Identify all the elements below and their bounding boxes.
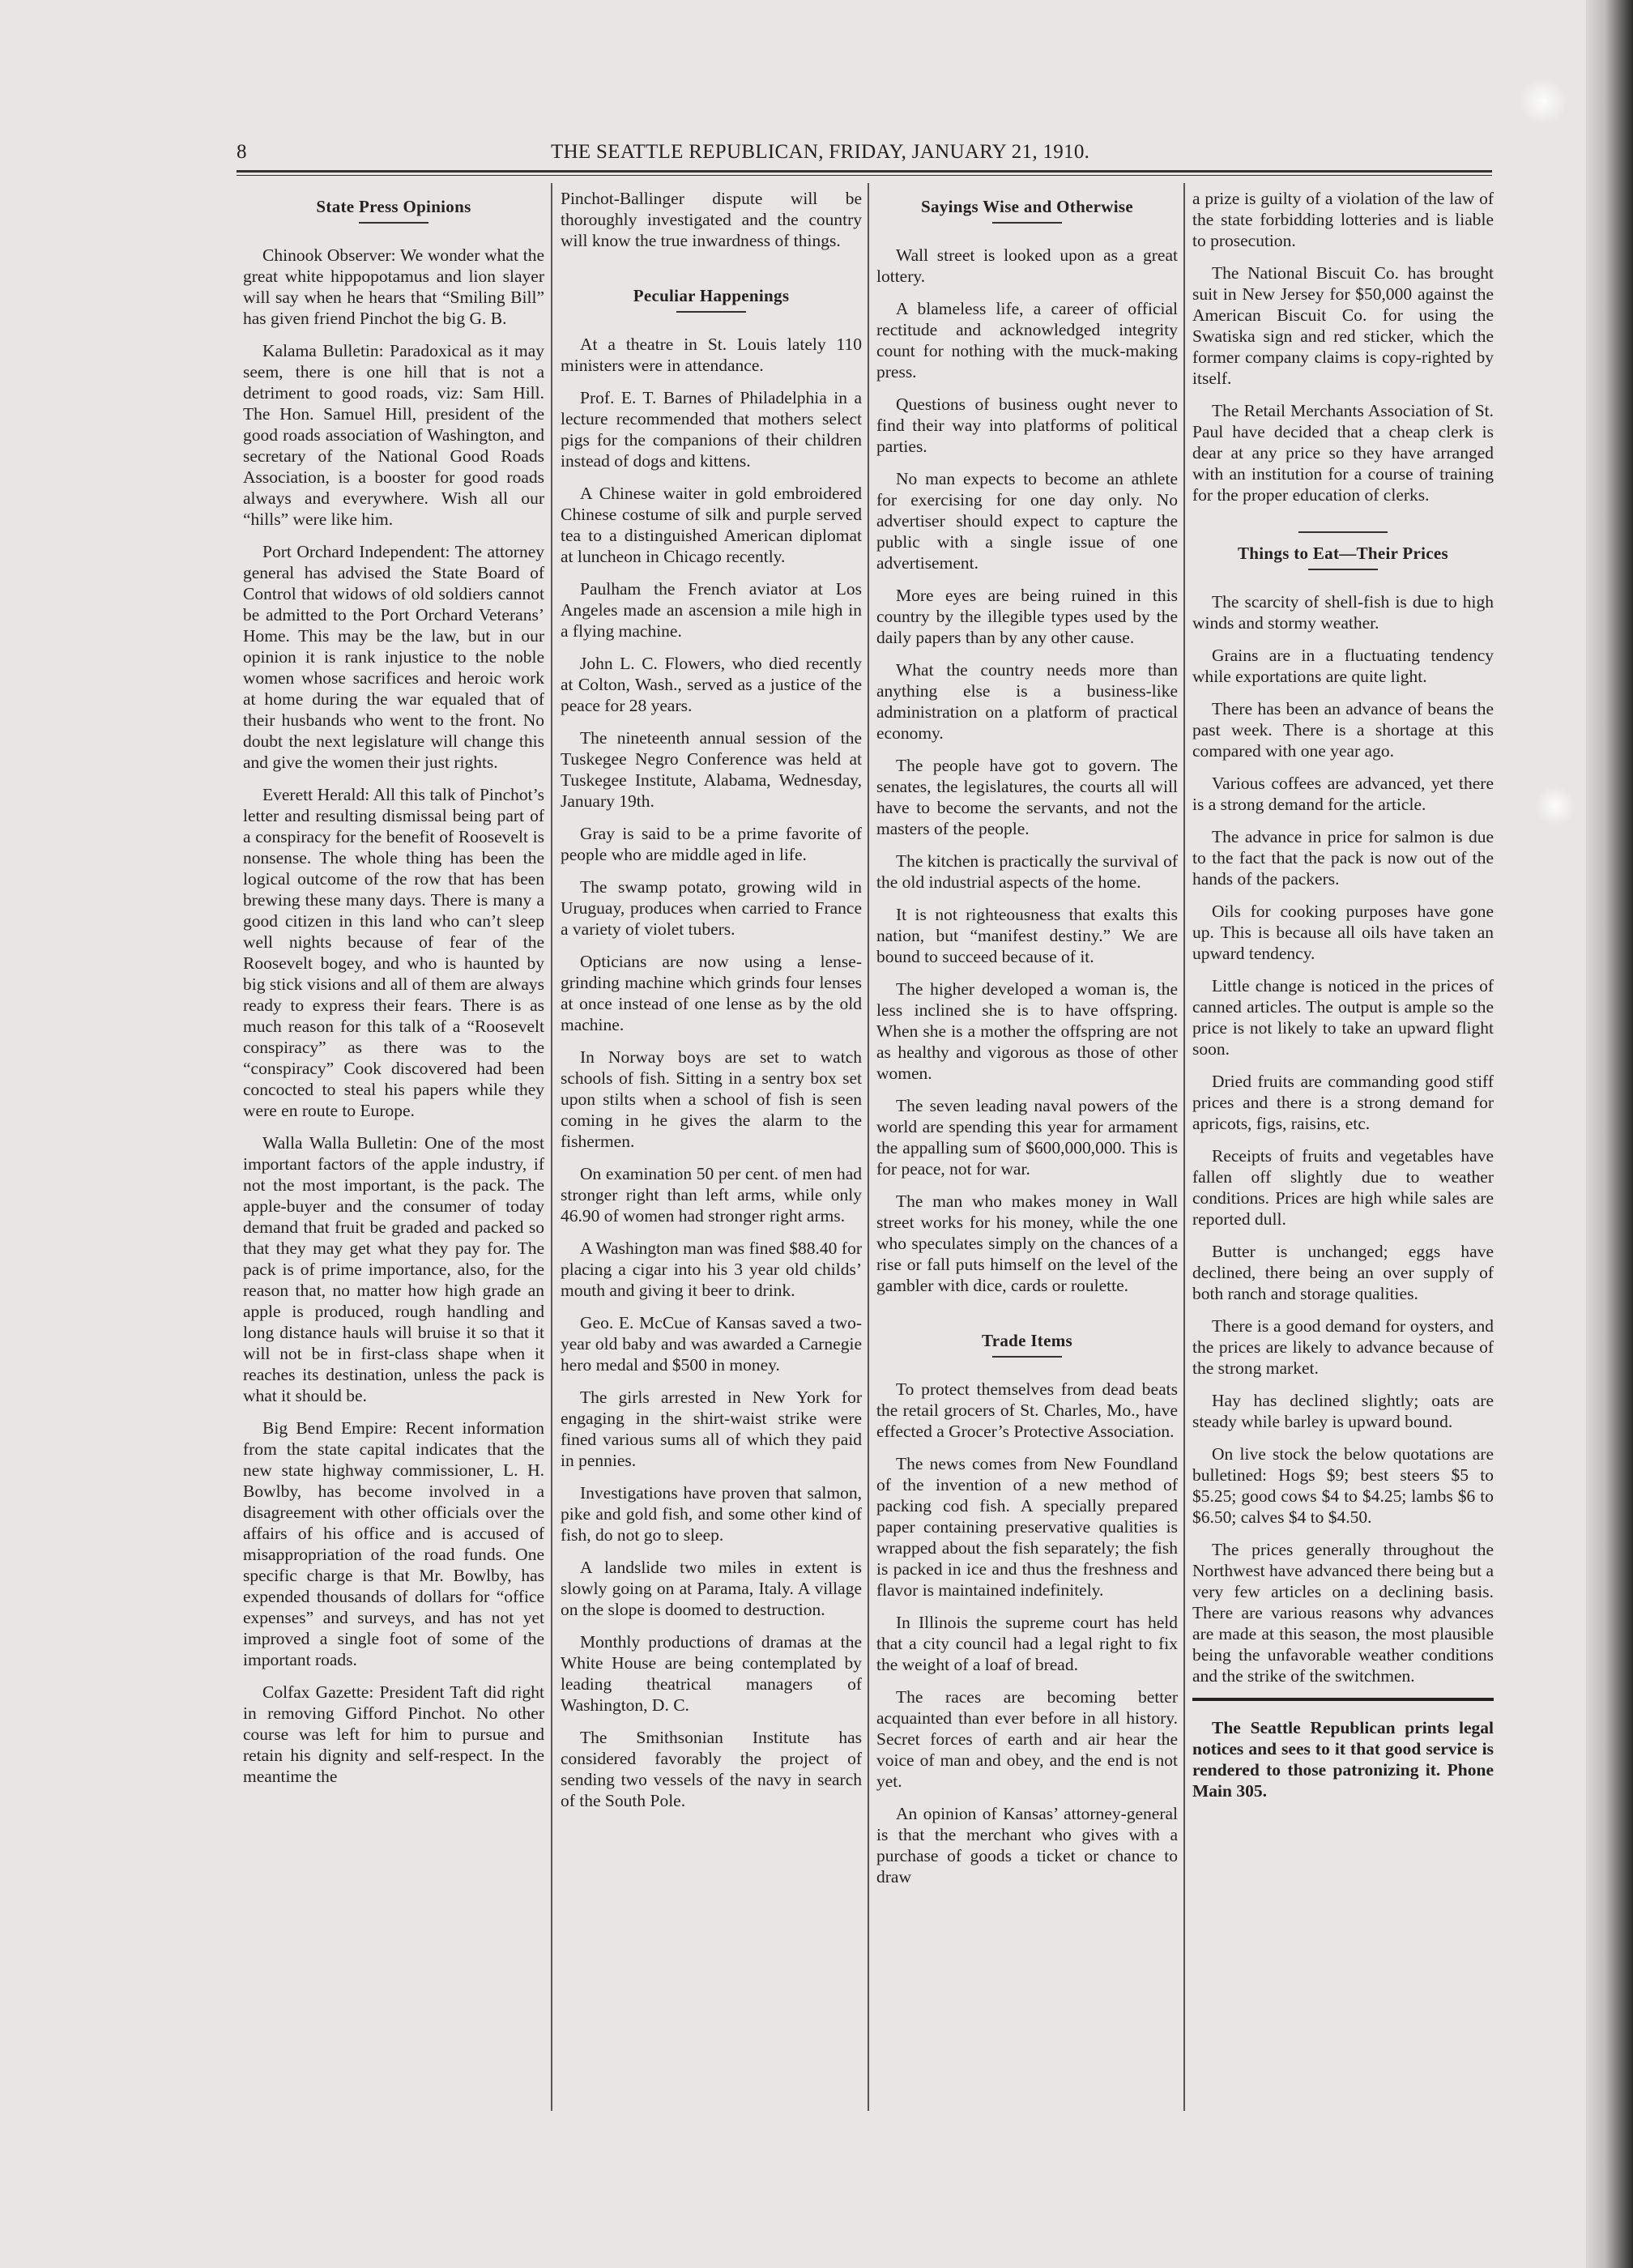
article-paragraph: An opinion of Kansas’ attorney-general is that the merchant who gives with a purchase of goods a ticket or chance to draw — [876, 1804, 1178, 1886]
article-paragraph: No man expects to become an athlete for exercising for one day only. No advertiser should expect to capture the public with a single issue of one advertisement. — [876, 469, 1178, 573]
article-paragraph: Pinchot-Ballinger dispute will be thoroughly investigated and the country will know the true inwardness of things. — [561, 189, 862, 250]
article-paragraph: The nineteenth annual session of the Tuskegee Negro Conference was held at Tuskegee Institute, Alabama, Wednesday, January 19th. — [561, 728, 862, 811]
article-paragraph: There has been an advance of beans the past week. There is a shortage at this compared with one year ago. — [1192, 699, 1494, 761]
article-paragraph: The news comes from New Foundland of the invention of a new method of packing cod fish. A specially prepared paper containing preservative qualities is wrapped about the fish separately; the fish is packed in ice and thus the freshness and flavor is maintained indefinitely. — [876, 1454, 1178, 1600]
article-paragraph: What the country needs more than anything else is a business-like administration on a platform of practical economy. — [876, 660, 1178, 743]
column-divider — [868, 183, 869, 2111]
column-divider — [1183, 183, 1185, 2111]
article-paragraph: Geo. E. McCue of Kansas saved a two-year old baby and was awarded a Carnegie hero medal and $500 in money. — [561, 1313, 862, 1375]
header-rule — [237, 170, 1492, 173]
article-paragraph: Oils for cooking purposes have gone up. This is because all oils have taken an upward tendency. — [1192, 902, 1494, 963]
heading-rule — [992, 222, 1062, 224]
article-paragraph: In Illinois the supreme court has held that a city council had a legal right to fix the weight of a loaf of bread. — [876, 1613, 1178, 1674]
header-rule-thin — [237, 175, 1492, 176]
spacer — [1192, 517, 1494, 531]
heading-rule — [992, 1356, 1062, 1358]
column-2 — [561, 188, 862, 1823]
heading-rule — [1308, 569, 1378, 570]
article-paragraph: A Washington man was fined $88.40 for placing a cigar into his 3 year old childs’ mouth and giving it beer to drink. — [561, 1238, 862, 1300]
article-paragraph: Questions of business ought never to find their way into platforms of political parties. — [876, 394, 1178, 456]
article-paragraph: Little change is noticed in the prices of canned articles. The output is ample so the price is not likely to take an upward flight soon. — [1192, 976, 1494, 1059]
article-paragraph: Investigations have proven that salmon, pike and gold fish, and some other kind of fish, do not go to sleep. — [561, 1483, 862, 1545]
section-rule-heavy — [1192, 1698, 1494, 1701]
section-heading: State Press Opinions — [316, 197, 471, 216]
paper-stain — [1519, 77, 1567, 126]
article-paragraph: The prices generally throughout the Northwest have advanced there being but a very few articles on a declining basis. There are various reasons why advances are made at this season, the most plausible being the unfavorable weather conditions and the strike of the switchmen. — [1192, 1540, 1494, 1686]
article-paragraph: There is a good demand for oysters, and the prices are likely to advance because of the strong market. — [1192, 1316, 1494, 1378]
spacer — [561, 262, 862, 277]
article-paragraph: Hay has declined slightly; oats are steady while barley is upward bound. — [1192, 1391, 1494, 1431]
heading-rule — [359, 222, 429, 224]
article-paragraph: The people have got to govern. The senates, the legislatures, the courts all will have to become the servants, and not the masters of the people. — [876, 756, 1178, 838]
article-paragraph: The seven leading naval powers of the world are spending this year for armament the appalling sum of $600,000,000. This is for peace, not for war. — [876, 1096, 1178, 1179]
article-paragraph: In Norway boys are set to watch schools of fish. Sitting in a sentry box set upon stilts when a school of fish is seen coming in he gives the alarm to the fishermen. — [561, 1047, 862, 1151]
masthead: THE SEATTLE REPUBLICAN, FRIDAY, JANUARY 21, 1910. — [551, 141, 1090, 163]
article-paragraph: Monthly productions of dramas at the White House are being contemplated by leading theatrical managers of Washington, D. C. — [561, 1632, 862, 1715]
article-paragraph: The man who makes money in Wall street works for his money, while the one who speculates simply on the chances of a rise or fall puts himself on the level of the gambler with dice, cards or roulette. — [876, 1192, 1178, 1295]
article-paragraph: The advance in price for salmon is due to the fact that the pack is now out of the hands of the packers. — [1192, 827, 1494, 889]
article-paragraph: Butter is unchanged; eggs have declined, there being an over supply of both ranch and storage qualities. — [1192, 1242, 1494, 1303]
article-paragraph: Various coffees are advanced, yet there is a strong demand for the article. — [1192, 774, 1494, 814]
article-paragraph: Receipts of fruits and vegetables have fallen off slightly due to weather conditions. Prices are high while sales are reported dull. — [1192, 1146, 1494, 1229]
article-paragraph: A landslide two miles in extent is slowly going on at Parama, Italy. A village on the slope is doomed to destruction. — [561, 1558, 862, 1619]
article-paragraph: Wall street is looked upon as a great lottery. — [876, 245, 1178, 286]
article-paragraph: On live stock the below quotations are bulletined: Hogs $9; best steers $5 to $5.25; good cows $4 to $4.25; lambs $6 to $6.50; calves $4 to $4.50. — [1192, 1444, 1494, 1527]
article-paragraph: Prof. E. T. Barnes of Philadelphia in a lecture recommended that mothers select pigs for the companions of their children instead of dogs and kittens. — [561, 388, 862, 471]
article-paragraph: Paulham the French aviator at Los Angeles made an ascension a mile high in a flying machine. — [561, 579, 862, 641]
article-paragraph: At a theatre in St. Louis lately 110 ministers were in attendance. — [561, 335, 862, 375]
article-paragraph: On examination 50 per cent. of men had stronger right than left arms, while only 46.90 of women had stronger right arms. — [561, 1164, 862, 1226]
page-header — [237, 136, 1492, 170]
article-paragraph: The Retail Merchants Association of St. Paul have decided that a cheap clerk is dear at any price so they have arranged with an institution for a course of training for the proper education of clerks. — [1192, 401, 1494, 505]
article-paragraph: Colfax Gazette: President Taft did right in removing Gifford Pinchot. No other course was left for him to pursue and retain his dignity and self-respect. In the meantime the — [243, 1682, 544, 1786]
article-paragraph: The Smithsonian Institute has considered favorably the project of sending two vessels of the navy in search of the South Pole. — [561, 1728, 862, 1810]
article-paragraph: The kitchen is practically the survival of the old industrial aspects of the home. — [876, 851, 1178, 892]
article-paragraph: Opticians are now using a lense-grinding machine which grinds four lenses at once instead of one lense as by the old machine. — [561, 952, 862, 1034]
page-number: 8 — [237, 141, 247, 163]
column-4 — [1192, 188, 1494, 1813]
article-paragraph: Kalama Bulletin: Paradoxical as it may seem, there is one hill that is not a detriment to good roads, viz: Sam Hill. The Hon. Samuel Hill, president of the good roads association of Washington, and secretary of the National Good Roads Association, is a booster for good roads always and everywhere. Wish all our “hills” were like him. — [243, 341, 544, 529]
article-paragraph: A blameless life, a career of official rectitude and acknowledged integrity count for nothing with the muck-making press. — [876, 299, 1178, 382]
section-heading: Peculiar Happenings — [633, 286, 790, 305]
column-1 — [243, 188, 544, 1798]
spacer — [876, 1307, 1178, 1322]
advertisement-notice: The Seattle Republican prints legal notices and sees to it that good service is rendered to those patronizing it. Phone Main 305. — [1192, 1718, 1494, 1801]
article-paragraph: Port Orchard Independent: The attorney general has advised the State Board of Control that widows of old soldiers cannot be admitted to the Port Orchard Veterans’ Home. This may be the law, but in our opinion it is rank injustice to the noble women whose sacrifices and heroic work at home during the war equaled that of their husbands who went to the front. No doubt the next legislature will change this and give the women their just rights. — [243, 542, 544, 772]
article-paragraph: Walla Walla Bulletin: One of the most important factors of the apple industry, if not the most important, is the pack. The apple-buyer and the consumer of today demand that fruit be graded and packed so that they may get what they pay for. The pack is of prime importance, also, for the reason that, no matter how high grade an apple is produced, rough handling and long distance hauls will bruise it so that it will not be in first-class shape when it reaches its destination, unless the pack is what it should be. — [243, 1133, 544, 1405]
article-paragraph: Everett Herald: All this talk of Pinchot’s letter and resulting dismissal being part of a conspiracy for the benefit of Roosevelt is nonsense. The whole thing has been the logical outcome of the row that has been brewing these many days. There is many a good citizen in this land who can’t sleep well nights because of fear of the Roosevelt bogey, and who is haunted by big stick visions and all of them are always ready to express their fears. There is as much reason for this talk of a “Roosevelt conspiracy” as there was to the “conspiracy” Cook discovered had been concocted to steal his papers while they were en route to Europe. — [243, 785, 544, 1120]
article-paragraph: The National Biscuit Co. has brought suit in New Jersey for $50,000 against the American Biscuit Co. for using the Swatiska sign and red sticker, which the former company claims is copy-righted by itself. — [1192, 263, 1494, 388]
section-heading: Sayings Wise and Otherwise — [921, 197, 1133, 216]
section-rule — [1298, 531, 1388, 533]
article-paragraph: Big Bend Empire: Recent information from the state capital indicates that the new state highway commissioner, L. H. Bowlby, has become involved in a disagreement with other officials over the affairs of his office and is accused of misappropriation of the road funds. One specific charge is that Mr. Bowlby, has expended thousands of dollars for “office expenses” and surveys, and has not yet improved a single foot of some of the important roads. — [243, 1418, 544, 1669]
article-paragraph: Gray is said to be a prime favorite of people who are middle aged in life. — [561, 824, 862, 864]
article-paragraph: It is not righteousness that exalts this nation, but “manifest destiny.” We are bound to succeed because of it. — [876, 905, 1178, 966]
article-paragraph: Dried fruits are commanding good stiff prices and there is a strong demand for apricots, figs, raisins, etc. — [1192, 1072, 1494, 1133]
column-divider — [551, 183, 552, 2111]
heading-rule — [676, 311, 746, 313]
paper-stain — [1535, 786, 1575, 826]
article-paragraph: The races are becoming better acquainted than ever before in all history. Secret forces of earth and air hear the voice of man and obey, and the end is not yet. — [876, 1687, 1178, 1791]
article-paragraph: More eyes are being ruined in this country by the illegible types used by the daily papers than by any other cause. — [876, 586, 1178, 647]
article-paragraph: a prize is guilty of a violation of the law of the state forbidding lotteries and is liable to prosecution. — [1192, 189, 1494, 250]
article-paragraph: The scarcity of shell-fish is due to high winds and stormy weather. — [1192, 592, 1494, 633]
page-edge-shadow — [1586, 0, 1633, 2268]
section-heading: Things to Eat—Their Prices — [1238, 544, 1448, 563]
article-paragraph: The swamp potato, growing wild in Uruguay, produces when carried to France a variety of violet tubers. — [561, 877, 862, 939]
article-paragraph: The higher developed a woman is, the less inclined she is to have offspring. When she is a mother the offspring are not as healthy and vigorous as those of other women. — [876, 979, 1178, 1083]
section-heading: Trade Items — [982, 1331, 1072, 1350]
article-paragraph: The girls arrested in New York for engaging in the shirt-waist strike were fined various sums all of which they paid in pennies. — [561, 1388, 862, 1470]
article-paragraph: John L. C. Flowers, who died recently at Colton, Wash., served as a justice of the peace for 28 years. — [561, 654, 862, 715]
column-3 — [876, 188, 1178, 1899]
article-paragraph: To protect themselves from dead beats the retail grocers of St. Charles, Mo., have effected a Grocer’s Protective Association. — [876, 1379, 1178, 1441]
article-paragraph: A Chinese waiter in gold embroidered Chinese costume of silk and purple served tea to a distinguished American diplomat at luncheon in Chicago recently. — [561, 484, 862, 566]
article-paragraph: Chinook Observer: We wonder what the great white hippopotamus and lion slayer will say when he hears that “Smiling Bill” has given friend Pinchot the big G. B. — [243, 245, 544, 328]
article-paragraph: Grains are in a fluctuating tendency while exportations are quite light. — [1192, 646, 1494, 686]
